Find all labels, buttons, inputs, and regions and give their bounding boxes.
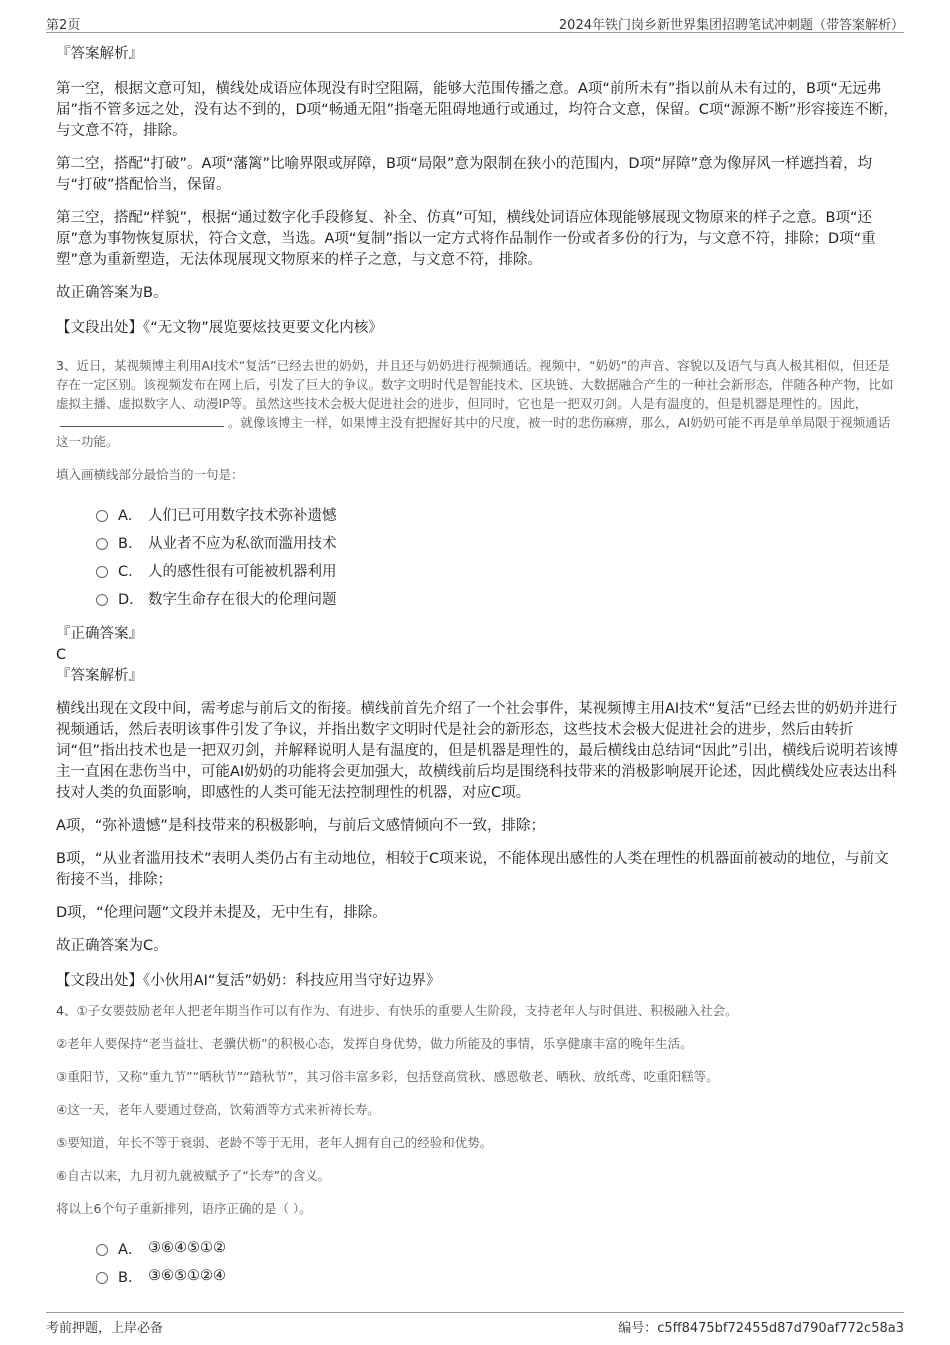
- page-footer: [46, 1312, 904, 1337]
- q3-analysis-label: 『答案解析』: [56, 668, 143, 684]
- q3-option-c[interactable]: C． 人的感性很有可能被机器利用: [96, 556, 900, 584]
- document-title: 2024年铁门岗乡新世界集团招聘笔试冲刺题（带答案解析）: [558, 18, 904, 33]
- radio-icon[interactable]: [96, 1244, 108, 1256]
- q2-analysis-p3: 第三空，搭配“样貌”，根据“通过数字化手段修复、补全、仿真”可知，横线处词语应体现能够展现文物原来的样子之意。B项“还原”意为事物恢复原状，符合文意，当选。A项“复制”指以一定方式将作品制作一份或者多份的行为，与文意不符，排除；D项“重塑”意为重新塑造，无法体现展现文物原来的样子之意，与文意不符，排除。: [56, 210, 876, 268]
- q4-sentence-6: ⑥自古以来，九月初九就被赋予了“长寿”的含义。: [56, 1168, 331, 1183]
- q3-option-b[interactable]: B． 从业者不应为私欲而滥用技术: [96, 528, 900, 556]
- page-number: 第2页: [46, 18, 81, 33]
- q2-source: 【文段出处】《“无文物”展览要炫技更要文化内核》: [56, 320, 383, 336]
- q3-conclusion: 故正确答案为C。: [56, 938, 168, 954]
- q3-option-d-note: D项，“伦理问题”文段并未提及，无中生有，排除。: [56, 905, 387, 921]
- q3-source: 【文段出处】《小伙用AI“复活”奶奶：科技应用当守好边界》: [56, 973, 441, 989]
- q3-option-a[interactable]: A． 人们已可用数字技术弥补遗憾: [96, 500, 900, 528]
- q3-analysis: 横线出现在文段中间，需考虑与前后文的衔接。横线前首先介绍了一个社会事件，某视频博主用AI技术“复活”已经去世的奶奶并进行视频通话，然后表明该事件引发了争议，并指出数字文明时代是社会的新形态，这些技术会极大促进社会的进步，然后由转折词“但”指出技术也是一把双刃剑，并解释说明人是有温度的，但是机器是理性的，最后横线由总结词“因此”引出，横线后说明若该博主一直困在悲伤当中，可能AI奶奶的功能将会更加强大，故横线前后均是围绕科技带来的消极影响展开论述，因此横线处应表达出科技对人类的负面影响，即感性的人类可能无法控制理性的机器，对应C项。: [56, 701, 899, 801]
- radio-icon[interactable]: [96, 594, 108, 606]
- q3-option-a-note: A项，“弥补遗憾”是科技带来的积极影响，与前后文感情倾向不一致，排除；: [56, 818, 545, 834]
- q2-analysis-p2: 第二空，搭配“打破”。A项“藩篱”比喻界限或屏障，B项“局限”意为限制在狭小的范围内，D项“屏障”意为像屏风一样遮挡着，均与“打破”搭配恰当，保留。: [56, 156, 873, 193]
- q3-stem-after: 。就像该博主一样，如果博主没有把握好其中的尺度，被一时的悲伤麻痹，那么，AI奶奶可能不再是单单局限于视频通话这一功能。: [56, 415, 891, 449]
- q3-blank: [60, 413, 224, 427]
- q4-option-b[interactable]: B． ③⑥⑤①②④: [96, 1262, 900, 1290]
- q3-stem: [56, 356, 900, 451]
- q3-option-b-note: B项，“从业者滥用技术”表明人类仍占有主动地位，相较于C项来说，不能体现出感性的人类在理性的机器面前被动的地位，与前文衔接不当，排除；: [56, 851, 889, 888]
- q4-sentence-1: 4、①子女要鼓励老年人把老年期当作可以有作为、有进步、有快乐的重要人生阶段，支持老年人与时俱进、积极融入社会。: [56, 1003, 738, 1018]
- q4-option-a[interactable]: A． ③⑥④⑤①②: [96, 1234, 900, 1262]
- q3-stem-before: 近日，某视频博主利用AI技术“复活”已经去世的奶奶，并且还与奶奶进行视频通话。视频中，“奶奶”的声音、容貌以及语气与真人极其相似，但还是存在一定区别。该视频发布在网上后，引发了巨大的争议。数字文明时代是智能技术、区块链、大数据融合产生的一种社会新形态，伴随各种产物，比如虚拟主播、虚拟数字人、动漫IP等。虽然这些技术会极大促进社会的进步，但同时，它也是一把双刃剑。人是有温度的，但是机器是理性的。因此，: [56, 358, 894, 411]
- q4-sentence-3: ③重阳节，又称“重九节”“晒秋节”“踏秋节”，其习俗丰富多彩，包括登高赏秋、感恩敬老、晒秋、放纸鸢、吃重阳糕等。: [56, 1069, 719, 1084]
- q4-sentence-2: ②老年人要保持“老当益壮、老骥伏枥”的积极心态，发挥自身优势，做力所能及的事情，乐享健康丰富的晚年生活。: [56, 1036, 693, 1051]
- document-id: 编号：c5ff8475bf72455d87d790af772c58a3: [618, 1321, 904, 1336]
- q3-prompt: 填入画横线部分最恰当的一句是：: [56, 467, 244, 482]
- radio-icon[interactable]: [96, 510, 108, 522]
- radio-icon[interactable]: [96, 566, 108, 578]
- page-header: [46, 12, 904, 33]
- q2-conclusion: 故正确答案为B。: [56, 285, 168, 301]
- q3-number: 3、: [56, 358, 77, 373]
- q4-prompt: 将以上6个句子重新排列，语序正确的是（ ）。: [56, 1201, 312, 1216]
- q3-option-d[interactable]: D． 数字生命存在很大的伦理问题: [96, 584, 900, 612]
- q2-analysis-label: 『答案解析』: [56, 46, 143, 62]
- q3-options: [96, 500, 900, 612]
- q3-correct-label: 『正确答案』: [56, 626, 143, 642]
- radio-icon[interactable]: [96, 538, 108, 550]
- q3-correct-answer: C: [56, 647, 67, 663]
- q4-sentence-4: ④这一天，老年人要通过登高，饮菊酒等方式来祈祷长寿。: [56, 1102, 380, 1117]
- q4-options: [96, 1234, 900, 1290]
- q2-analysis-p1: 第一空，根据文意可知，横线处成语应体现没有时空阻隔，能够大范围传播之意。A项“前所未有”指以前从未有过的，B项“无远弗届”指不管多远之处，没有达不到的，D项“畅通无阻”指毫无阻碍地通行或通过，均符合文意，保留。C项“源源不断”形容接连不断，与文意不符，排除。: [56, 81, 898, 139]
- footer-slogan: 考前押题，上岸必备: [46, 1321, 164, 1336]
- radio-icon[interactable]: [96, 1272, 108, 1284]
- q4-sentence-5: ⑤要知道，年长不等于衰弱、老龄不等于无用，老年人拥有自己的经验和优势。: [56, 1135, 493, 1150]
- page-content: [56, 44, 900, 1302]
